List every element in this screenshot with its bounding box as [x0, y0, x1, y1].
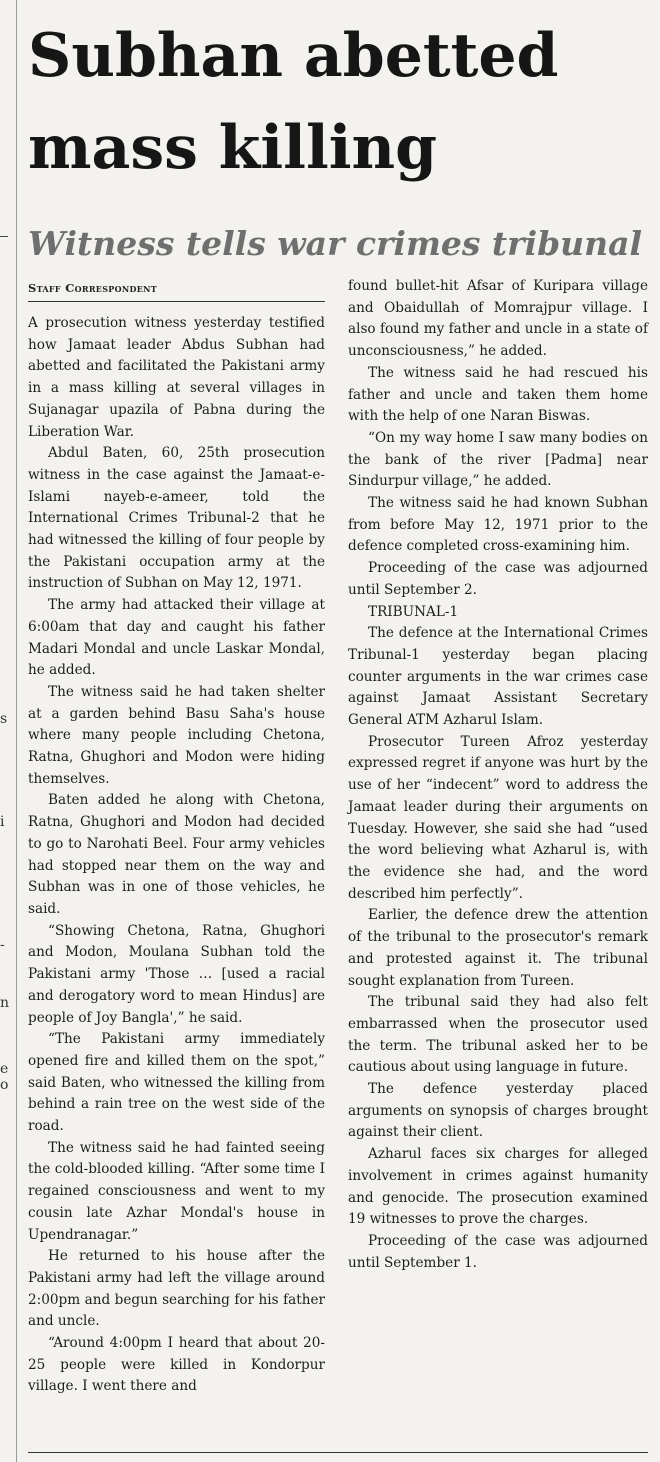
- paragraph: Azharul faces six charges for alleged involvement in crimes against humanity and genocide. The prosecution examined 19 witnesses to prove the charges.: [348, 1146, 648, 1228]
- paragraph: Earlier, the defence drew the attention of the tribunal to the prosecutor's remark and protested against it. The tribunal sought explanation from Tureen.: [348, 907, 648, 989]
- gutter-tick: [0, 236, 8, 237]
- paragraph: “Showing Chetona, Ratna, Ghughori and Modon, Moulana Subhan told the Pakistani army 'Those … [used a racial and derogatory word to mean Hindus] are people of Joy Bangla',” he said.: [28, 922, 325, 1026]
- byline: Staff Correspondent: [28, 281, 157, 295]
- gutter-fragment: i: [0, 814, 5, 830]
- paragraph: The tribunal said they had also felt embarrassed when the prosecutor used the term. The tribunal asked her to be cautious about using language in future.: [348, 994, 648, 1076]
- paragraph: Prosecutor Tureen Afroz yesterday expressed regret if anyone was hurt by the use of her “indecent” word to address the Jamaat leader during their arguments on Tuesday. However, she said she had “used the word believing what Azharul is, with the evidence she had, and the word described him perfectly”.: [348, 733, 648, 902]
- paragraph: Proceeding of the case was adjourned until September 1.: [348, 1232, 648, 1271]
- article-column-left: [28, 313, 325, 1398]
- paragraph: He returned to his house after the Pakistani army had left the village around 2:00pm and begun searching for his father and uncle.: [28, 1248, 325, 1330]
- paragraph: The army had attacked their village at 6:00am that day and caught his father Madari Mondal and uncle Laskar Mondal, he added.: [28, 597, 325, 679]
- gutter-fragment: -: [0, 937, 5, 953]
- paragraph: Proceeding of the case was adjourned until September 2.: [348, 560, 648, 598]
- paragraph: The witness said he had known Subhan from before May 12, 1971 prior to the defence completed cross-examining him.: [348, 495, 648, 555]
- gutter-fragment: n: [0, 995, 10, 1011]
- section-subhead: TRIBUNAL-1: [368, 603, 459, 620]
- paragraph: “The Pakistani army immediately opened fire and killed them on the spot,” said Baten, who witnessed the killing from behind a rain tree on the west side of the road.: [28, 1031, 325, 1135]
- paragraph: The witness said he had fainted seeing the cold-blooded killing. “After some time I regained consciousness and went to my cousin late Azhar Mondal's house in Upendranagar.”: [28, 1139, 325, 1243]
- bottom-rule: [28, 1452, 648, 1453]
- gutter-fragment: e: [0, 1061, 9, 1077]
- paragraph: The defence yesterday placed arguments on synopsis of charges brought against their client.: [348, 1081, 648, 1141]
- gutter-fragment: s: [0, 711, 8, 727]
- paragraph: The defence at the International Crimes Tribunal-1 yesterday began placing counter arguments in the war crimes case against Jamaat Assistant Secretary General ATM Azharul Islam.: [348, 625, 648, 729]
- paragraph: found bullet-hit Afsar of Kuripara village and Obaidullah of Momrajpur village. I also found my father and uncle in a state of unconsciousness,” he added.: [348, 278, 648, 360]
- gutter-column-rule: [16, 0, 17, 1462]
- paragraph: The witness said he had taken shelter at a garden behind Basu Saha's house where many people including Chetona, Ratna, Ghughori and Modon were hiding themselves.: [28, 683, 325, 787]
- paragraph: The witness said he had rescued his father and uncle and taken them home with the help of one Naran Biswas.: [348, 364, 648, 425]
- paragraph: Baten added he along with Chetona, Ratna, Ghughori and Modon had decided to go to Narohati Beel. Four army vehicles had stopped near them on the way and Subhan was in one of those vehicles, he said.: [28, 792, 325, 917]
- article-column-right: [348, 276, 648, 1274]
- gutter-fragment: o: [0, 1077, 9, 1093]
- headline: Subhan abetted mass killing: [28, 21, 559, 183]
- paragraph: A prosecution witness yesterday testified how Jamaat leader Abdus Subhan had abetted and facilitated the Pakistani army in a mass killing at several villages in Sujanagar upazila of Pabna during the Liberation War.: [28, 315, 325, 440]
- paragraph: “Around 4:00pm I heard that about 20-25 people were killed in Kondorpur village. I went there and: [28, 1335, 325, 1395]
- subheadline: Witness tells war crimes tribunal: [28, 224, 643, 263]
- paragraph: “On my way home I saw many bodies on the bank of the river [Padma] near Sindurpur village,” he added.: [348, 429, 648, 490]
- paragraph: Abdul Baten, 60, 25th prosecution witness in the case against the Jamaat-e-Islami nayeb-e-ameer, told the International Crimes Tribunal-2 that he had witnessed the killing of four people by the Pakistani occupation army at the instruction of Subhan on May 12, 1971.: [28, 445, 325, 592]
- byline-rule: [28, 301, 325, 302]
